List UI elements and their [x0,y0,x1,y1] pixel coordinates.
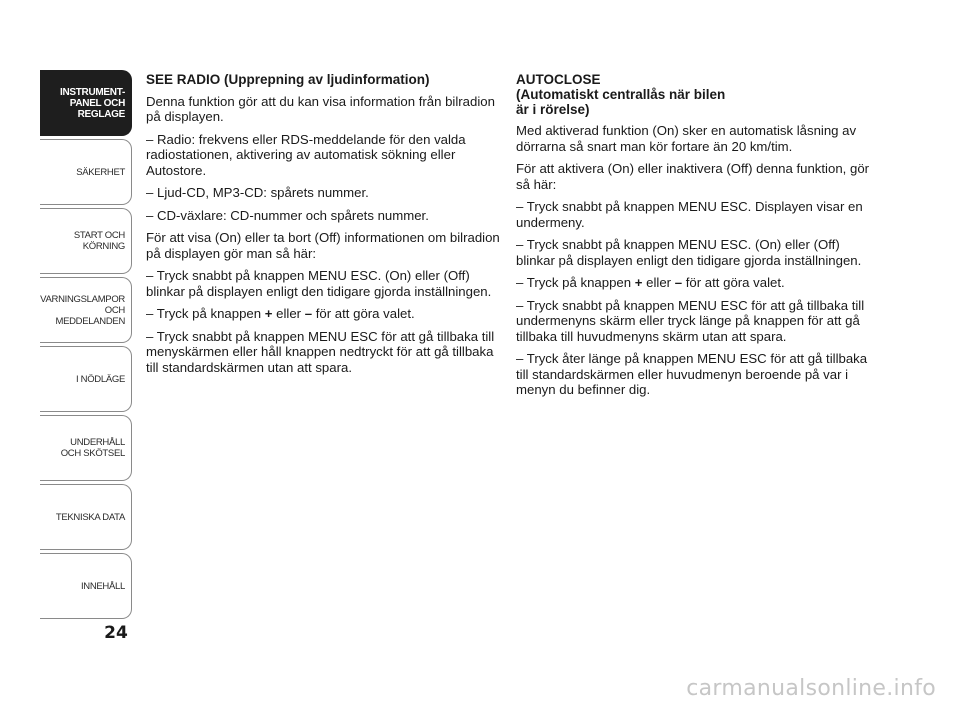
paragraph: – CD-växlare: CD-nummer och spårets nummer. [146,207,429,223]
text-run: för att göra valet. [682,275,785,290]
text-run: eller [642,275,675,290]
section-heading-see-radio: SEE RADIO (Upprepning av ljudinformation) [146,72,430,87]
page-number: 24 [104,623,128,643]
tab-label: INSTRUMENT- PANEL OCH REGLAGE [59,86,125,120]
paragraph: Denna funktion gör att du kan visa information från bilradion på displayen. [146,93,495,124]
text-run: eller [272,306,305,321]
tab-label: SÄKERHET [76,166,125,178]
paragraph: För att visa (On) eller ta bort (Off) informationen om bilradion på displayen gör man så här: [146,230,500,261]
tab-label: VARNINGSLAMPOR OCH MEDDELANDEN [40,293,125,327]
paragraph: Med aktiverad funktion (On) sker en automatisk låsning av dörrarna så snart man kör fortare än 20 km/tim. [516,123,857,154]
chapter-tab-sidebar [40,70,134,620]
minus-symbol: – [304,306,313,321]
watermark: carmanualsonline.info [686,676,936,701]
paragraph: – Ljud-CD, MP3-CD: spårets nummer. [146,185,369,200]
paragraph: – Tryck snabbt på knappen MENU ESC. (On) eller (Off) blinkar på displayen enligt den tidigare gjorda inställningen. [516,237,862,268]
paragraph: – Tryck snabbt på knappen MENU ESC. Displayen visar en undermeny. [516,199,863,230]
section-heading-autoclose [516,72,878,117]
tab-innehall[interactable] [40,553,132,619]
paragraph [146,306,500,322]
tab-start-och-korning[interactable] [40,208,132,274]
tab-sakerhet[interactable] [40,139,132,205]
paragraph: – Tryck åter länge på knappen MENU ESC för att gå tillbaka till standardskärmen eller huvudmenyn beroende på var i menyn du befinner dig. [516,351,868,397]
tab-label: INNEHÅLL [80,580,125,592]
paragraph: För att aktivera (On) eller inaktivera (Off) denna funktion, gör så här: [516,161,870,192]
plus-symbol: + [634,275,643,290]
tab-label: UNDERHÅLL OCH SKÖTSEL [60,437,125,459]
plus-symbol: + [264,306,273,321]
heading-line: AUTOCLOSE [516,72,601,87]
text-run: – Tryck på knappen [516,275,635,290]
paragraph: – Radio: frekvens eller RDS-meddelande för den valda radiostationen, aktivering av automatisk sökning eller Autostore. [146,131,466,178]
right-text-column [516,72,878,405]
tab-label: I NÖDLÄGE [75,373,125,385]
tab-label: TEKNISKA DATA [55,511,125,523]
tab-label: START OCH KÖRNING [73,230,125,252]
tab-tekniska-data[interactable] [40,484,132,550]
heading-line: (Automatiskt centrallås när bilen [516,87,726,102]
paragraph: – Tryck snabbt på knappen MENU ESC. (On) eller (Off) blinkar på displayen enligt den tidigare gjorda inställningen. [146,268,492,299]
paragraph: – Tryck snabbt på knappen MENU ESC för att gå tillbaka till undermenyns skärm eller tryck länge på knappen för att gå tillbaka till huvudmenyns skärm utan att spara. [516,297,865,344]
tab-i-nodlage[interactable] [40,346,132,412]
paragraph [516,275,878,291]
tab-varningslampor-och-meddelanden[interactable] [40,277,132,343]
tab-instrumentpanel-och-reglage[interactable] [40,70,132,136]
paragraph: – Tryck snabbt på knappen MENU ESC för att gå tillbaka till menyskärmen eller håll knappen nedtryckt för att gå tillbaka till standardskärmen utan att spara. [146,328,495,375]
heading-line: är i rörelse) [516,102,590,117]
text-run: – Tryck på knappen [146,306,265,321]
text-run: för att göra valet. [312,306,415,321]
minus-symbol: – [674,275,683,290]
tab-underhall-och-skotsel[interactable] [40,415,132,481]
left-text-column [146,72,500,382]
